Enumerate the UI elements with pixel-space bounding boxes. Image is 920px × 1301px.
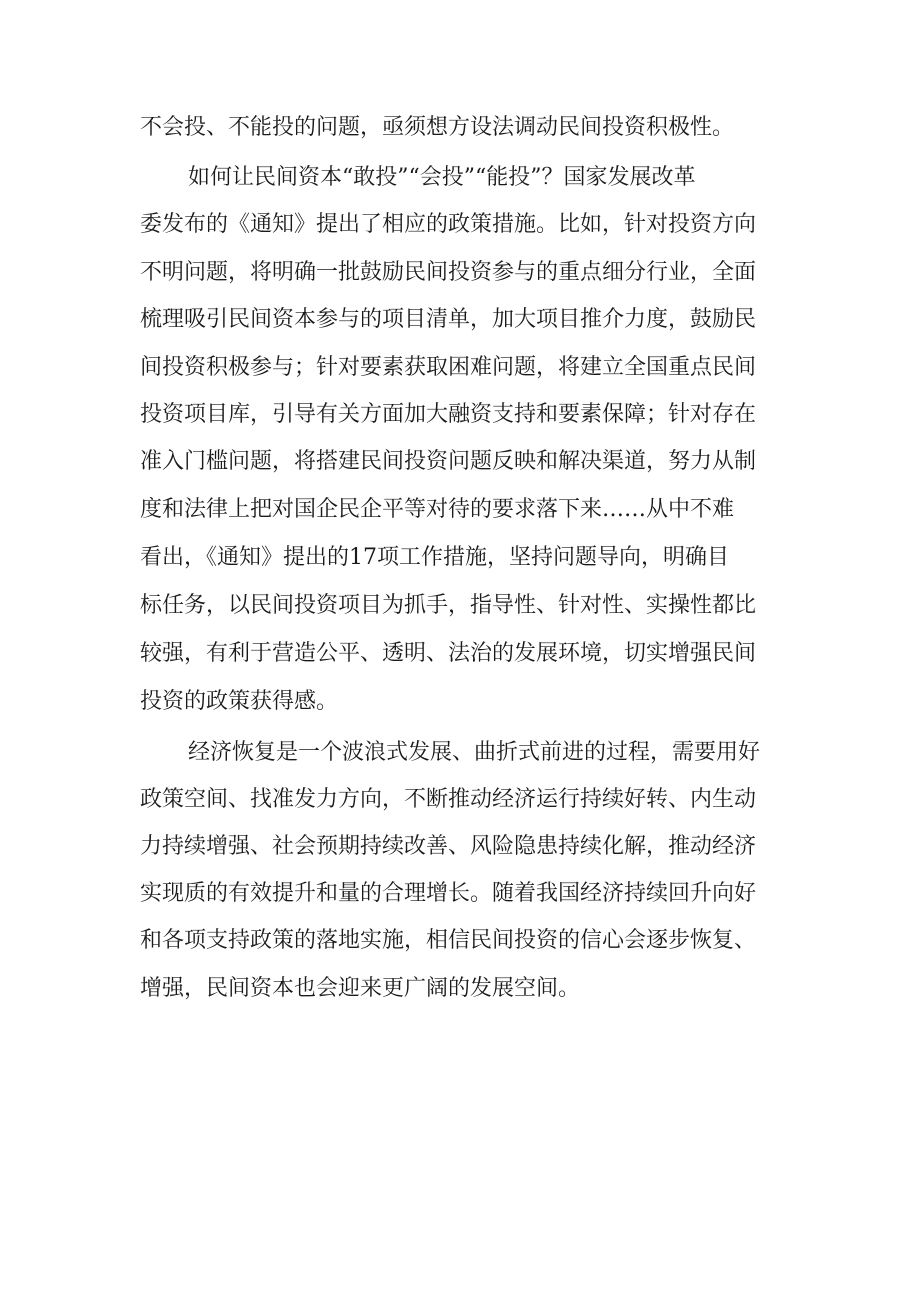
paragraph-2-line-2: 委发布的《通知》提出了相应的政策措施。比如，针对投资方向	[140, 212, 757, 237]
paragraph-2-line-7: 准入门槛问题，将搭建民间投资问题反映和解决渠道，努力从制	[140, 449, 757, 474]
paragraph-2-line-5: 间投资积极参与；针对要素获取困难问题，将建立全国重点民间	[140, 355, 757, 380]
paragraph-3-line-1: 经济恢复是一个波浪式发展、曲折式前进的过程，需要用好	[188, 740, 761, 765]
paragraph-2-line-1: 如何让民间资本“敢投”“会投”“能投”？国家发展改革	[188, 165, 696, 190]
paragraph-3-line-3: 力持续增强、社会预期持续改善、风险隐患持续化解，推动经济	[140, 834, 757, 859]
paragraph-2-line-12: 投资的政策获得感。	[140, 689, 339, 714]
paragraph-2-line-11: 较强，有利于营造公平、透明、法治的发展环境，切实增强民间	[140, 641, 757, 666]
paragraph-2-line-9: 看出，《通知》提出的17项工作措施，坚持问题导向，明确目	[140, 545, 729, 570]
paragraph-2-line-10: 标任务，以民间投资项目为抓手，指导性、针对性、实操性都比	[140, 593, 757, 618]
paragraph-3-line-6: 增强，民间资本也会迎来更广阔的发展空间。	[140, 976, 581, 1001]
paragraph-3-line-4: 实现质的有效提升和量的合理增长。随着我国经济持续回升向好	[140, 881, 757, 906]
paragraph-3-line-5: 和各项支持政策的落地实施，相信民间投资的信心会逐步恢复、	[140, 928, 757, 953]
paragraph-2-line-3: 不明问题，将明确一批鼓励民间投资参与的重点细分行业，全面	[140, 260, 757, 285]
paragraph-2-line-8: 度和法律上把对国企民企平等对待的要求落下来……从中不难	[140, 497, 735, 522]
paragraph-3-line-2: 政策空间、找准发力方向，不断推动经济运行持续好转、内生动	[140, 787, 757, 812]
paragraph-1-line-1: 不会投、不能投的问题，亟须想方设法调动民间投资积极性。	[140, 115, 735, 140]
paragraph-2-line-6: 投资项目库，引导有关方面加大融资支持和要素保障；针对存在	[140, 402, 757, 427]
paragraph-2-line-4: 梳理吸引民间资本参与的项目清单，加大项目推介力度，鼓励民	[140, 307, 757, 332]
